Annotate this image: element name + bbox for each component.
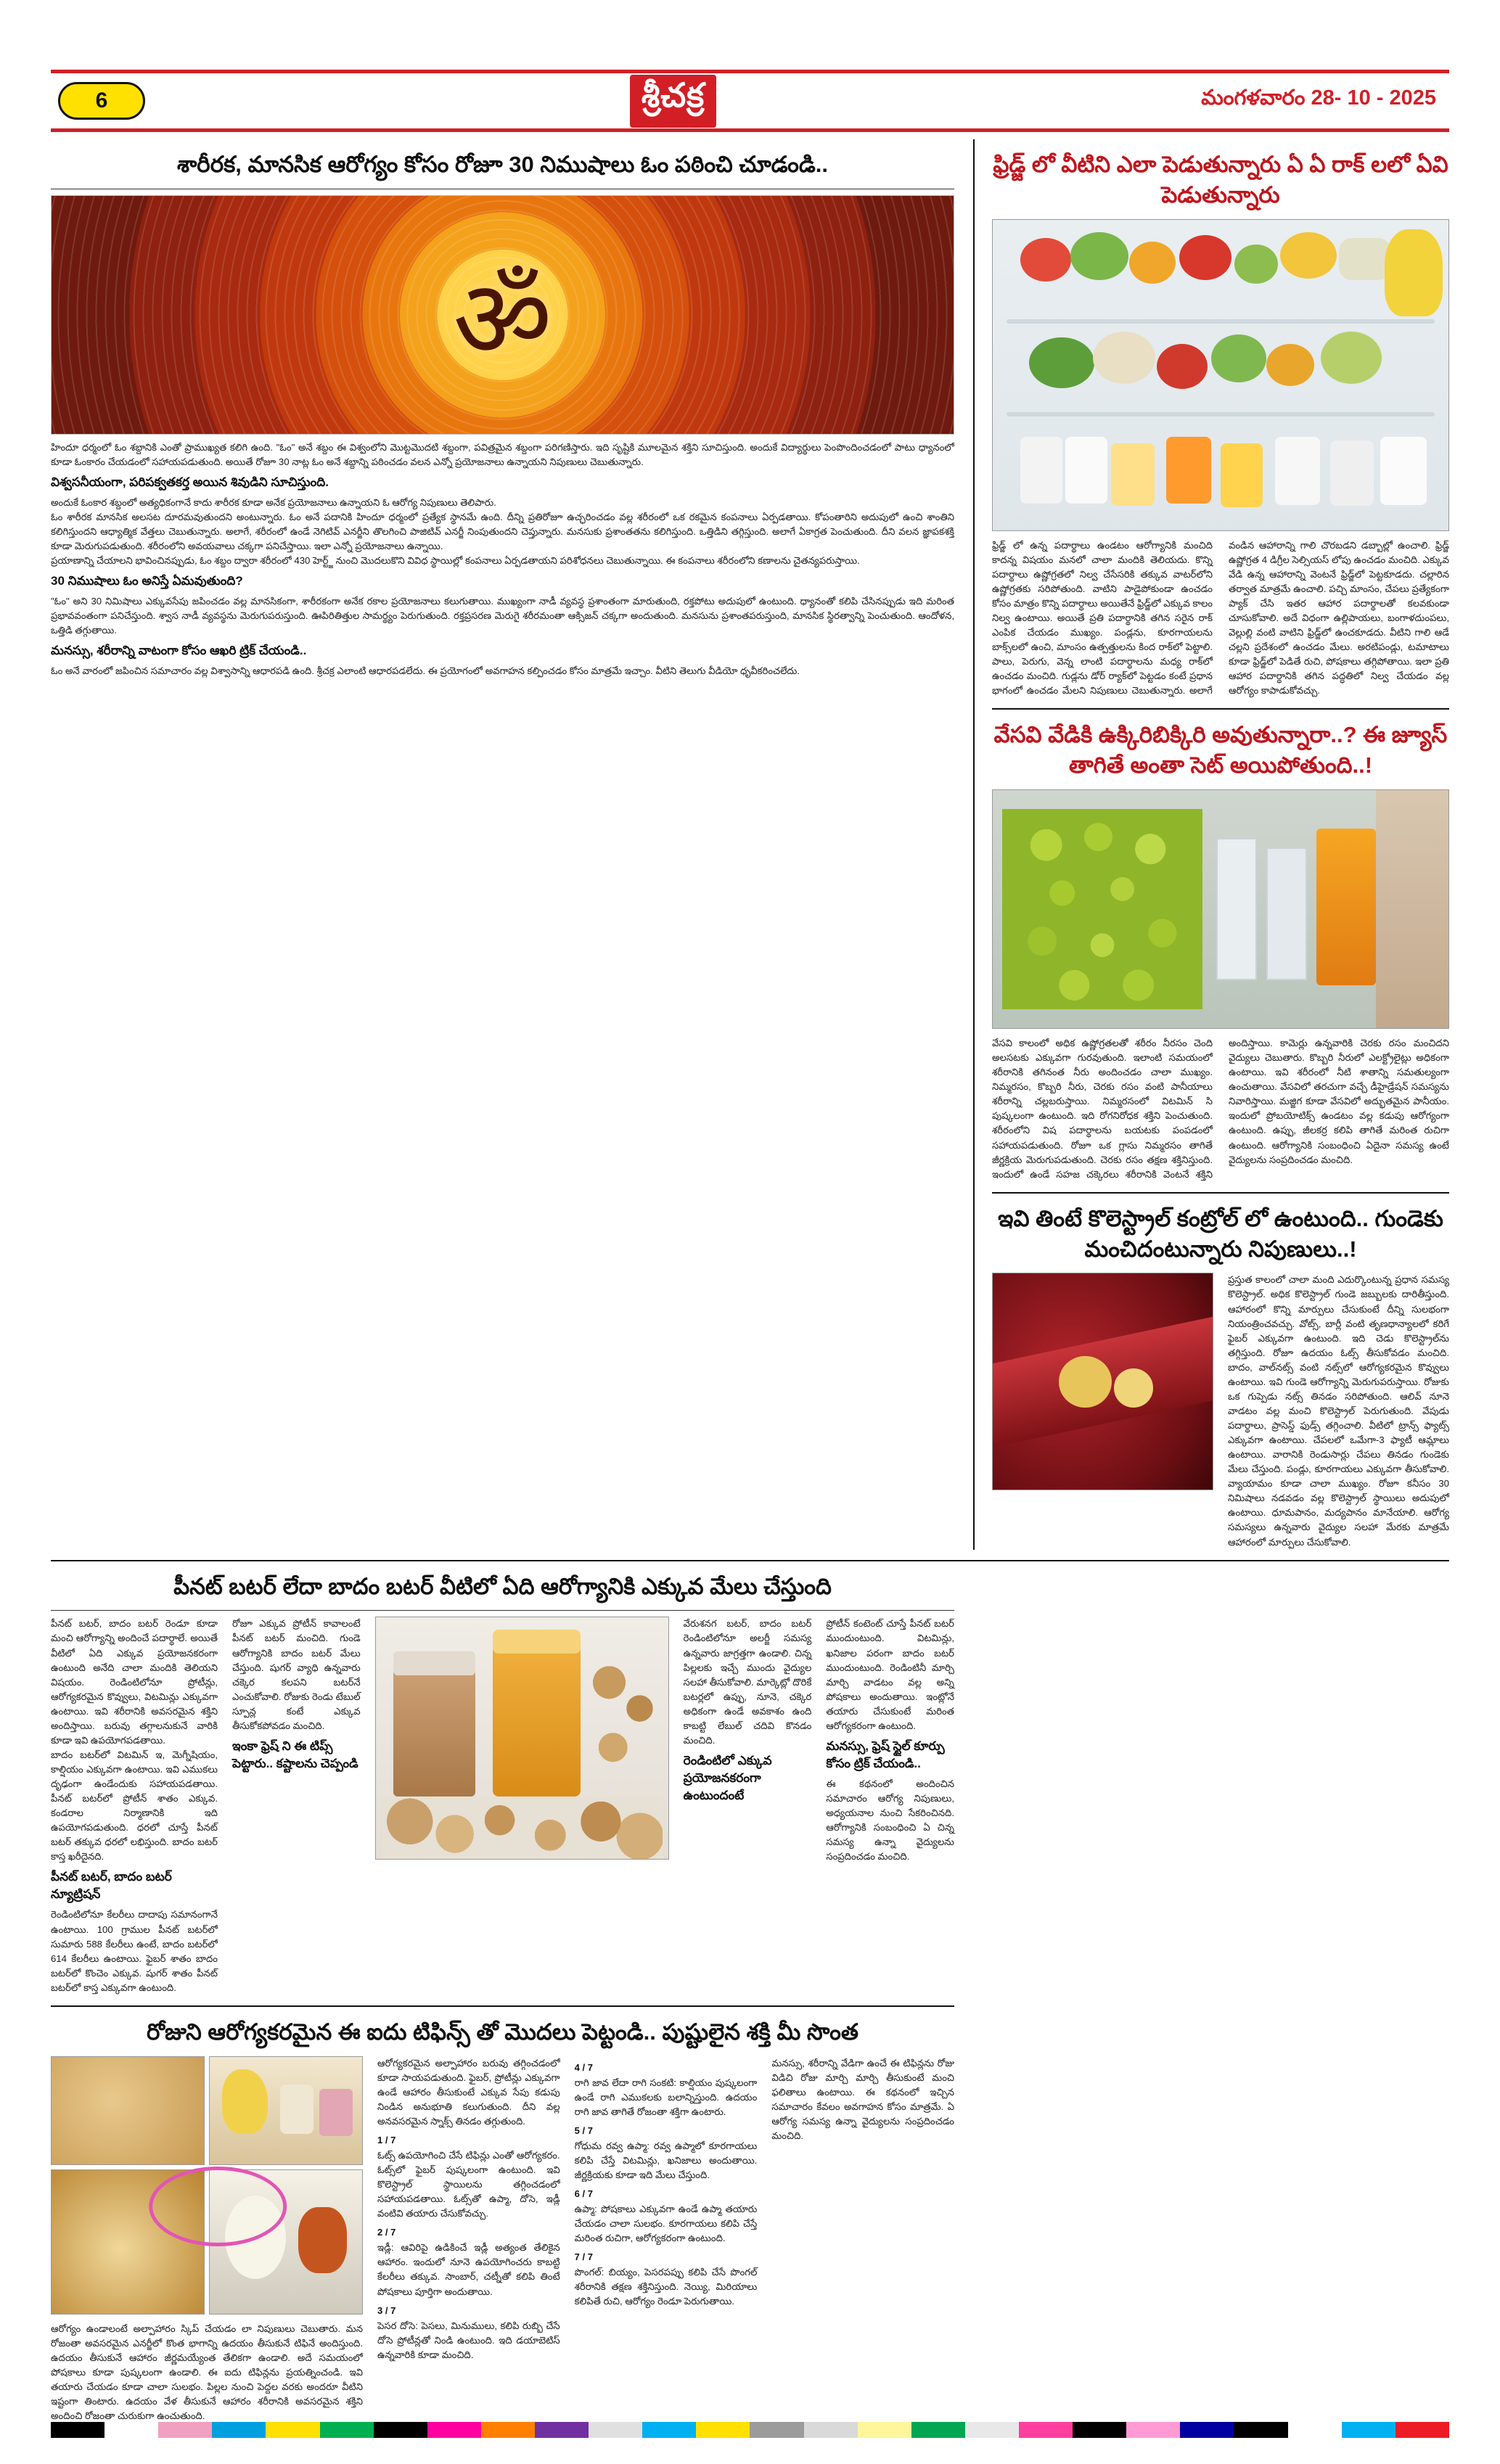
tiffin-item-2-count: 2 / 7 [377,2227,396,2238]
color-swatch [1342,2422,1396,2438]
tiffin-item-2-text: ఇడ్లీ: ఆవిరిపై ఉడికించే ఇడ్లీ అత్యంత తేలికైన ఆహారం. ఇందులో నూనె ఉపయోగించరు కాబట్టి కేలరీలు తక్కువ. సాంబార్, చట్నీతో కలిపి తింటే పోషకాలు పూర్తిగా అందుతాయి. [377,2242,560,2297]
print-registration-color-bar [51,2422,1449,2438]
tiffin-item-1-count: 1 / 7 [377,2135,396,2145]
tiffins-column-4 [771,2056,954,2423]
oats-banana-smoothie-photo [209,2056,363,2165]
peanut-column-4 [826,1617,954,1995]
right-column [973,139,1449,1550]
tiffins-headline: రోజుని ఆరోగ్యకరమైన ఈ ఐదు టిఫిన్స్ తో మొదలు పెట్టండి.. పుష్టులైన శక్తి మీ సొంత [147,2019,858,2045]
color-swatch [1126,2422,1180,2438]
peanut-col4-subhead: మనస్సు, ఫ్రెష్ స్టైల్ కూర్పు కోసం ట్రిక్ చేయండి.. [826,1738,945,1770]
om-column-2 [51,510,954,554]
juice-headline: వేసవి వేడికి ఉక్కిరిబిక్కిరి అవుతున్నారా..? ఈ జ్యూస్ తాగితే అంతా సెట్ అయిపోతుంది..! [993,722,1448,779]
color-swatch [158,2422,212,2438]
tiffins-column-3 [575,2056,758,2423]
color-swatch [911,2422,965,2438]
juice-text: వేసవి కాలంలో అధిక ఉష్ణోగ్రతలతో శరీరం నీరసం చెంది అలసటకు ఎక్కువగా గురవుతుంది. ఇలాంటి సమయంలో శరీరానికి తగినంత నీరు అందించడం చాలా ముఖ్యం. నిమ్మరసం, కొబ్బరి నీరు, చెరకు రసం వంటి పానీయాలు శరీరాన్ని చల్లబరుస్తాయి. నిమ్మరసంలో విటమిన్ సి పుష్కలంగా ఉంటుంది. ఇది రోగనిరోధక శక్తిని పెంచుతుంది. శరీరంలోని విష పదార్థాలను బయటకు పంపడంలో సహాయపడుతుంది. రోజూ ఒక గ్లాసు నిమ్మరసం తాగితే జీర్ణక్రియ మెరుగుపడుతుంది. చెరకు రసం తక్షణ శక్తినిస్తుంది. ఇందులో ఉండే సహజ చక్కెరలు శరీరానికి వెంటనే శక్తిని అందిస్తాయి. కామెర్లు ఉన్నవారికి చెరకు రసం మంచిదని వైద్యులు చెబుతారు. కొబ్బరి నీరులో ఎలక్ట్రోలైట్లు అధికంగా ఉంటాయి. ఇవి శరీరంలో నీటి శాతాన్ని సమతుల్యంగా ఉంచుతాయి. వేసవిలో తరచుగా వచ్చే డీహైడ్రేషన్ సమస్యను నివారిస్తాయి. మజ్జిగ కూడా వేసవిలో అద్భుతమైన పానీయం. ఇందులో ప్రోబయోటిక్స్ ఉండటం వల్ల కడుపు ఆరోగ్యంగా ఉంటుంది. ఉప్పు, జీలకర్ర కలిపి తాగితే మరింత రుచిగా ఉంటుంది. ఆరోగ్యానికి సంబంధించి ఏదైనా సమస్య ఉంటే వైద్యులను సంప్రదించడం మంచిది. [992,1038,1449,1180]
cholesterol-text-first: ప్రస్తుత కాలంలో చాలా మంది ఎదుర్కొంటున్న ప్రధాన సమస్య కొలెస్ట్రాల్. అధిక కొలెస్ట్రాల్ గుండె జబ్బులకు దారితీస్తుంది. ఆహారంలో కొన్ని మార్పులు చేసుకుంటే దీన్ని సులభంగా నియంత్రించవచ్చు. వోట్స్, బార్లీ వంటి తృణధాన్యాలలో కరిగే ఫైబర్ ఎక్కువగా ఉంటుంది. ఇది చెడు కొలెస్ట్రాల్‌ను తగ్గిస్తుంది. రోజూ ఉదయం ఓట్స్ తీసుకోవడం మంచిది. బాదం, వాల్‌నట్స్ వంటి నట్స్‌లో ఆరోగ్యకరమైన కొవ్వులు ఉంటాయి. ఇవి గుండె ఆరోగ్యాన్ని మెరుగుపరుస్తాయి. రోజుకు ఒక గుప్పెడు నట్స్ తినడం సరిపోతుంది. ఆలివ్ నూనె వాడటం వల్ల మంచి కొలెస్ట్రాల్ పెరుగుతుంది. వేపుడు పదార్థాలు, ప్రాసెస్డ్ ఫుడ్స్ తగ్గించాలి. వీటిలో ట్రాన్స్ ఫ్యాట్స్ ఎక్కువగా ఉంటాయి. చేపలలో ఒమేగా-3 ఫ్యాటీ ఆమ్లాలు ఉంటాయి. వారానికి రెండుసార్లు చేపలు తినడం గుండెకు మేలు చేస్తుంది. పండ్లు, కూరగాయలు ఎక్కువగా తీసుకోవాలి. వ్యాయామం కూడా చాలా ముఖ్యం. రోజూ కనీసం 30 నిమిషాలు నడవడం వల్ల కొలెస్ట్రాల్ స్థాయిలు అదుపులో ఉంటాయి. ధూమపానం, మద్యపానం మానేయాలి. ఆరోగ్య సమస్యలు ఉన్నవారు వైద్యుల సలహా మేరకు మాత్రమే ఆహారంలో మార్పులు చేసుకోవాలి. [1228,1274,1449,1548]
top-section [51,139,1449,1550]
tiffin-item-3-text: పెసర దోసె: పెసలు, మినుములు, కలిపి రుబ్బి చేసే దోసె ప్రోటీన్లతో నిండి ఉంటుంది. ఇది డయాబెటిస్ ఉన్నవారికి కూడా మంచిది. [377,2320,560,2360]
peanut-image-column [375,1617,669,1995]
color-swatch [374,2422,427,2438]
article-om [51,139,954,1550]
peanut-column-1 [51,1617,218,1995]
refrigerator-with-vegetables-photo [992,219,1449,531]
idli-sambar-photo [209,2169,363,2315]
color-swatch [858,2422,911,2438]
color-swatch [1288,2422,1342,2438]
color-swatch [1180,2422,1234,2438]
color-swatch [965,2422,1019,2438]
om-column-3 [51,554,954,678]
peanut-col1c-text: రెండింటిలోనూ కేలరీలు దాదాపు సమానంగానే ఉంటాయి. 100 గ్రాముల పీనట్ బటర్‌లో సుమారు 588 కేలరీలు ఉంటే, బాదం బటర్‌లో 614 కేలరీలు ఉంటాయి. ఫైబర్ శాతం బాదం బటర్‌లో కొంచెం ఎక్కువ. షుగర్ శాతం పీనట్ బటర్‌లో కాస్త ఎక్కువగా ఉంటుంది. [51,1909,218,1993]
peanut-col4-disclaimer: ఈ కథనంలో అందించిన సమాచారం ఆరోగ్య నిపుణులు, అధ్యయనాల నుంచి సేకరించినది. ఆరోగ్యానికి సంబంధించి ఏ చిన్న సమస్య ఉన్నా వైద్యులను సంప్రదించడం మంచిది. [826,1778,954,1863]
cholesterol-headline: ఇవి తింటే కొలెస్ట్రాల్ కంట్రోల్ లో ఉంటుంది.. గుండెకు మంచిదంటున్నారు నిపుణులు..! [998,1205,1443,1262]
article-tiffins [51,2017,954,2423]
tiffin-item-4-text: రాగి జావ లేదా రాగి సంకటి: కాల్షియం పుష్కలంగా ఉండే రాగి ఎముకలకు బలాన్నిస్తుంది. ఉదయం రాగి జావ తాగితే రోజంతా శక్తిగా ఉంటారు. [574,2077,758,2117]
tiffin-item-5-text: గోధుమ రవ్వ ఉప్మా: రవ్వ ఉప్మాలో కూరగాయలు కలిపి చేస్తే విటమిన్లు, ఖనిజాలు అందుతాయి. జీర్ణక్రియకు కూడా ఇది మేలు చేస్తుంది. [574,2140,758,2180]
article-cholesterol [992,1204,1449,1550]
divider [992,708,1449,710]
divider [51,1560,1449,1561]
om-col1-subhead: విశ్వసనీయంగా, పరిపక్వతకర్త అయిన శివుడిని సూచిస్తుంది. [51,475,329,489]
om-col3-text: ప్రయాణాన్ని చేయాలని భావించినప్పుడు, ఓం శబ్దం ద్వారా శరీరంలో 430 హెర్ట్జ్ నుంచి మొదలుకొని వివిధ స్థాయిల్లో కంపనాలు ఏర్పడతాయని పరిశోధనలు చెబుతున్నాయి. ఈ కంపనాలు శరీరంలోని కణాలను చైతన్యపరుస్తాయి. [51,555,860,567]
tiffin-item-7-count: 7 / 7 [574,2251,593,2263]
color-swatch [481,2422,535,2438]
om-symbol-mandala [51,195,954,435]
tiffin-item-1-text: ఓట్స్ ఉపయోగించి చేసే టిఫిన్లు ఎంతో ఆరోగ్యకరం. ఓట్స్‌లో ఫైబర్ పుష్కలంగా ఉంటుంది. ఇవి కొలెస్ట్రాల్ స్థాయిలను తగ్గించడంలో సహాయపడతాయి. ఓట్స్‌తో ఉప్మా, దోసె, ఇడ్లీ వంటివి తయారు చేసుకోవచ్చు. [377,2150,560,2219]
sugarcane-lime-juice-stall-photo [992,789,1449,1029]
color-swatch [1234,2422,1287,2438]
peanut-col1-text: పీనట్ బటర్, బాదం బటర్ రెండూ కూడా మంచి ఆరోగ్యాన్ని అందించే పదార్థాలే. అయితే వీటిలో ఏది ఎక్కువ ప్రయోజనకరంగా ఉంటుంది అనేది చాలా మందికి తెలియని విషయం. రెండింటిలోనూ ప్రోటీన్లు, ఆరోగ్యకరమైన కొవ్వులు, విటమిన్లు ఎక్కువగా ఉంటాయి. ఇవి శరీరానికి అవసరమైన శక్తిని అందిస్తాయి. బరువు తగ్గాలనుకునే వారికి కూడా ఇవి ఉపయోగపడతాయి. [51,1618,218,1746]
tiffin-item-6-text: ఉప్మా: పోషకాలు ఎక్కువగా ఉండే ఉప్మా తయారు చేయడం చాలా సులభం. కూరగాయలు కలిపి చేస్తే మరింత రుచిగా, ఆరోగ్యకరంగా ఉంటుంది. [574,2204,758,2244]
peanut-col2-text: రోజూ ఎక్కువ ప్రోటీన్ కావాలంటే పీనట్ బటర్ మంచిది. గుండె ఆరోగ్యానికి బాదం బటర్ మేలు చేస్తుంది. షుగర్ వ్యాధి ఉన్నవారు చక్కెర కలపని బటర్‌నే ఎంచుకోవాలి. రోజుకు రెండు టేబుల్ స్పూన్ల కంటే ఎక్కువ తీసుకోకపోవడం మంచిది. [232,1618,361,1731]
color-swatch [51,2422,104,2438]
color-swatch [750,2422,803,2438]
color-swatch [535,2422,589,2438]
artery-cholesterol-illustration [992,1273,1213,1490]
peanut-headline: పీనట్ బటర్ లేదా బాదం బటర్ వీటిలో ఏది ఆరోగ్యానికి ఎక్కువ మేలు చేస్తుంది [173,1573,832,1599]
article-peanut-butter [51,1572,954,1995]
fridge-text: ఫ్రిడ్జ్ లో ఉన్న పదార్థాలు ఉండటం ఆరోగ్యానికి మంచిది కాదన్న విషయం మనలో చాలా మందికి తెలియదు. కొన్ని పదార్థాలు ఉష్ణోగ్రతలో నిల్వ చేసేసరికి తక్కువ వాటర్‌లోని ఉష్ణోగ్రతకు సరిపోతుంది. వాటిని పాడైపోకుండా ఉంచడం కోసం మాత్రం కొన్ని పదార్థాలు అయితేనే ఫ్రిడ్జ్‌లో ఎక్కువ కాలం నిల్వ ఉంటాయి. అయితే ప్రతి పదార్థానికి తగిన సరైన రాక్ ఎంపిక చేయడం ముఖ్యం. పండ్లను, కూరగాయలను బాక్స్‌లలో ఉంచి, మాంసం ఉత్పత్తులను కింద రాక్‌లో పెట్టాలి. పాలు, పెరుగు, వెన్న లాంటి పదార్థాలను మధ్య రాక్‌లో ఉంచడం మంచిది. గుడ్లను డోర్ ర్యాక్‌లో పెట్టడం కంటే ప్రధాన భాగంలో ఉంచడం మేలని నిపుణులు చెబుతున్నారు. అలాగే వండిన ఆహారాన్ని గాలి చొరబడని డబ్బాల్లో ఉంచాలి. ఫ్రిడ్జ్ ఉష్ణోగ్రత 4 డిగ్రీల సెల్సియస్ లోపు ఉంచడం మంచిది. ఎక్కువ వేడి ఉన్న ఆహారాన్ని వెంటనే ఫ్రిడ్జ్‌లో పెట్టకూడదు. చల్లారిన తర్వాత మాత్రమే ఉంచాలి. పచ్చి మాంసం, చేపలు ప్రత్యేకంగా ప్యాక్ చేసి ఇతర ఆహార పదార్థాలతో కలవకుండా చూసుకోవాలి. అదే విధంగా ఉల్లిపాయలు, బంగాళదుంపలు, వెల్లుల్లి వంటి వాటిని ఫ్రిడ్జ్‌లో ఉంచకూడదు. వీటిని గాలి ఆడే చల్లని ప్రదేశంలో ఉంచడం మేలు. అరటిపండ్లు, టమాటాలు కూడా ఫ్రిడ్జ్‌లో పెడితే రుచి, పోషకాలు తగ్గిపోతాయి. ఇలా ప్రతి ఆహార పదార్థానికి తగిన పద్ధతిలో నిల్వ చేయడం వల్ల ఆరోగ్యం కాపాడుకోవచ్చు. [992,539,1449,697]
publication-logo-text: శ్రీచక్ర [630,75,716,128]
color-swatch [804,2422,858,2438]
tiffins-column-2 [377,2056,560,2423]
peanut-col3-subhead: రెండింటిలో ఎక్కువ ప్రయోజనకరంగా ఉంటుందంటే [683,1753,772,1802]
om-headline: శారీరక, మానసిక ఆరోగ్యం కోసం రోజూ 30 నిముషాలు ఓం పఠించి చూడండి.. [176,152,829,177]
tiffin-item-5-count: 5 / 7 [574,2124,593,2136]
tiffins-col1-text: ఆరోగ్యం ఉండాలంటే అల్పాహారం స్కిప్ చేయడం లా నిపుణులు చెబుతారు. మన రోజంతా అవసరమైన ఎనర్జీలో కొంత భాగాన్ని ఉదయం తీసుకునే టిఫినే అందిస్తుంది. ఉదయం తీసుకునే ఆహారం జీర్ణమయ్యేంత తేలికగా ఉండాలి. అదే సమయంలో పోషకాలు కూడా పుష్కలంగా ఉండాలి. ఈ ఐదు టిఫిన్లను ప్రయత్నించండి. ఇవి తయారు చేయడం కూడా చాలా సులభం. పిల్లల నుంచి పెద్దల వరకు అందరూ వీటిని ఇష్టంగా తింటారు. ఉదయం వేళ తీసుకునే ఆహారం శరీరానికి అవసరమైన శక్తిని అందించి రోజంతా చురుకుగా ఉంచుతుంది. [51,2323,363,2422]
om-col1-subtext: అందుకే ఓంకార శబ్దంలో అత్యధికంగానే కాదు శారీరక కూడా అనేక ప్రయోజనాలు ఉన్నాయని ఓ ఆరోగ్య నిపుణులు తెలిపారు. [51,496,496,508]
om-col3-text2: "ఓం" అని 30 నిమిషాలు ఎక్కువసేపు జపించడం వల్ల మానసికంగా, శారీరకంగా అనేక రకాల ప్రయోజనాలు కలుగుతాయి. ముఖ్యంగా నాడీ వ్యవస్థ ప్రశాంతంగా మారుతుంది, రక్తపోటు అదుపులో ఉంటుంది. ధ్యానంతో కలిపి చేసినప్పుడు ఇది మరింత ప్రభావవంతంగా పనిచేస్తుంది. శ్వాస నాడీ వ్యవస్థను మెరుగుపరుస్తుంది. ఊపిరితిత్తుల సామర్థ్యం పెరుగుతుంది. రక్తప్రసరణ మెరుగై శరీరమంతా ఆక్సిజన్ చక్కగా అందుతుంది. మనసును ప్రశాంతపరుస్తుంది, మానసిక స్థిరత్వాన్ని పెంచుతుంది. ఆందోళన, ఒత్తిడి తగ్గుతాయి. [51,596,954,636]
peanut-col1-subhead: పీనట్ బటర్, బాదం బటర్ న్యూట్రిషన్ [51,1870,172,1902]
color-swatch [266,2422,319,2438]
article-juice [992,720,1449,1181]
divider [51,2005,954,2007]
color-swatch [320,2422,374,2438]
peanut-col1b-text: బాదం బటర్‌లో విటమిన్ ఇ, మెగ్నీషియం, కాల్షియం ఎక్కువగా ఉంటాయి. ఇవి ఎముకలు దృఢంగా ఉండేందుకు సహాయపడతాయి. పీనట్ బటర్‌లో ప్రోటీన్ శాతం ఎక్కువ. కండరాల నిర్మాణానికి ఇది ఉపయోగపడుతుంది. ధరలో చూస్తే పీనట్ బటర్ తక్కువ ధరలో లభిస్తుంది. బాదం బటర్ కాస్త ఖరీదైనది. [51,1749,218,1863]
tiffin-item-6-count: 6 / 7 [574,2188,593,2200]
peanut-col2-subhead: ఇంకా ఫ్రెష్ ని ఈ టిప్స్ పెట్టారు.. కష్టాలను చెప్పండి [232,1738,358,1770]
article-fridge [992,149,1449,698]
color-swatch [212,2422,266,2438]
divider [51,1610,954,1611]
color-swatch [1019,2422,1073,2438]
dosa-chutney-photo [51,2169,205,2315]
edition-date: మంగళవారం 28- 10 - 2025 [1201,86,1436,110]
peanut-col3-text: వేరుశనగ బటర్, బాదం బటర్ రెండింటిలోనూ అలర్జీ సమస్య ఉన్నవారు జాగ్రత్తగా ఉండాలి. చిన్న పిల్లలకు ఇచ్చే ముందు వైద్యుల సలహా తీసుకోవాలి. మార్కెట్లో దొరికే బటర్లలో ఉప్పు, నూనె, చక్కెర అధికంగా ఉండే అవకాశం ఉంది కాబట్టి లేబుల్ చదివి కొనడం మంచిది. [683,1618,812,1746]
tiffin-item-4-count: 4 / 7 [574,2061,593,2073]
color-swatch [104,2422,158,2438]
om-image-column [51,195,954,510]
om-col1-text: హిందూ ధర్మంలో ఓం శబ్దానికి ఎంతో ప్రాముఖ్యత కలిగి ఉంది. "ఓం" అనే శబ్దం ఈ విశ్వంలోని మొట్టమొదటి శబ్దంగా, పవిత్రమైన శబ్దంగా పరిగణిస్తారు. ఇది సృష్టికి మూలమైన శక్తిని సూచిస్తుంది. అందుకే విద్యార్థులు పెంపొందించడంలో పాటు ధ్యానంలో కూడా ఓంకారం చేయడంలో సహాయపడుతుంది. అయితే రోజూ 30 నాట్ల ఓం అనే శబ్దాన్ని పఠించడం వలన ఎన్నో ప్రయోజనాలు ఉన్నాయని నిపుణులు చెబుతున్నారు. [51,441,954,467]
color-swatch [642,2422,696,2438]
page-number-badge: 6 [58,82,145,120]
om-col2-text: ఓం శారీరక మానసిక అలసట దూరమవుతుందని అంటున్నారు. ఓం అనే పదానికి హిందూ ధర్మంలో ప్రత్యేక స్థానమే ఉంది. దీన్ని ప్రతిరోజూ ఉచ్ఛరించడం వల్ల శరీరంలో ఒక రకమైన కంపనాలు ఏర్పడతాయి. కోపంతారిని అదుపులో ఉంచి శాంతిని కలిగిస్తుందని ఆధ్యాత్మిక వేత్తలు చెబుతున్నారు. అలాగే, శరీరంలో ఉండే నెగిటివ్ ఎనర్జీని తొలగించి పాజిటివ్ ఎనర్జీ నింపుతుందని చెప్తున్నారు. మనసుకు ప్రశాంతతను కలిగిస్తుంది. ఒత్తిడిని తగ్గిస్తుంది. అలాగే ఏకాగ్రత పెంచుతుంది. దీని వలన జ్ఞాపకశక్తి కూడా మెరుగుపడుతుంది. శరీరంలోని అవయవాలు చక్కగా పనిచేస్తాయి. ఇలా ఎన్నో ప్రయోజనాలు ఉన్నాయి. [51,512,954,552]
paratha-plate-photo [51,2056,205,2165]
color-swatch [1396,2422,1449,2438]
peanut-column-3 [684,1617,812,1995]
color-swatch [589,2422,642,2438]
tiffins-closing-text: మనస్సు, శరీరాన్ని వేడిగా ఉంచే ఈ టిఫిన్లను రోజు విడిచి రోజు మార్చి మార్చి తీసుకుంటే మంచి ఫలితాలు ఉంటాయి. ఈ కథనంలో ఇచ్చిన సమాచారం కేవలం అవగాహన కోసం మాత్రమే. ఏ ఆరోగ్య సమస్య ఉన్నా వైద్యులను సంప్రదించడం మంచిది. [771,2057,954,2141]
peanut-column-2 [232,1617,361,1995]
masthead [51,70,1449,132]
peanut-and-almond-butter-jars-photo [375,1617,669,1860]
om-col3-subhead: 30 నిముషాలు ఓం అనిస్తే ఏమవుతుంది? [51,574,243,588]
om-col3-disclaimer: ఓం అనే వారంలో జపించిన సమాచారం వల్ల విశ్వాసాన్ని ఆధారపడి ఉంది. శ్రీచక్ర ఎలాంటి ఆధారపడలేదు. ఈ ప్రయోగంలో అవగాహన కల్పించడం కోసం మాత్రమే ఇచ్చాం. వీటిని తెలుగు వీడియో ధృవీకరించలేదు. [51,665,800,677]
fridge-headline: ఫ్రిడ్జ్ లో వీటిని ఎలా పెడుతున్నారు ఏ ఏ రాక్ లలో ఏవి పెడుతున్నారు [993,152,1448,208]
publication-logo [145,75,1201,128]
tiffin-item-3-count: 3 / 7 [377,2304,396,2316]
color-swatch [1073,2422,1126,2438]
om-col3-subhead2: మనస్సు, శరీరాన్ని వాటంగా కోసం ఆఖరి ట్రిక్ చేయండి.. [51,644,307,658]
tiffin-item-7-text: పొంగల్: బియ్యం, పెసరపప్పు కలిపి చేసే పొంగల్ శరీరానికి తక్షణ శక్తినిస్తుంది. నెయ్యి, మిరియాలు కలిపితే రుచి, ఆరోగ్యం రెండూ పెరుగుతాయి. [574,2267,758,2307]
divider [992,1192,1449,1194]
tiffins-image-column [51,2056,363,2423]
tiffins-col2-text: ఆరోగ్యకరమైన అల్పాహారం బరువు తగ్గించడంలో కూడా సాయపడుతుంది. ఫైబర్, ప్రోటీన్లు ఎక్కువగా ఉండే ఆహారం తీసుకుంటే ఎక్కువ సేపు కడుపు నిండిన అనుభూతి కలుగుతుంది. దీని వల్ల అనవసరమైన స్నాక్స్ తినడం తగ్గుతుంది. [377,2057,560,2127]
color-swatch [427,2422,481,2438]
color-swatch [696,2422,750,2438]
peanut-col4-text: ప్రోటీన్ కంటెంట్ చూస్తే పీనట్ బటర్ ముందుంటుంది. విటమిన్లు, ఖనిజాల పరంగా బాదం బటర్ ముందుంటుంది. రెండింటినీ మార్చి మార్చి వాడటం వల్ల అన్ని పోషకాలు అందుతాయి. ఇంట్లోనే తయారు చేసుకుంటే మరింత ఆరోగ్యకరంగా ఉంటుంది. [826,1618,954,1731]
